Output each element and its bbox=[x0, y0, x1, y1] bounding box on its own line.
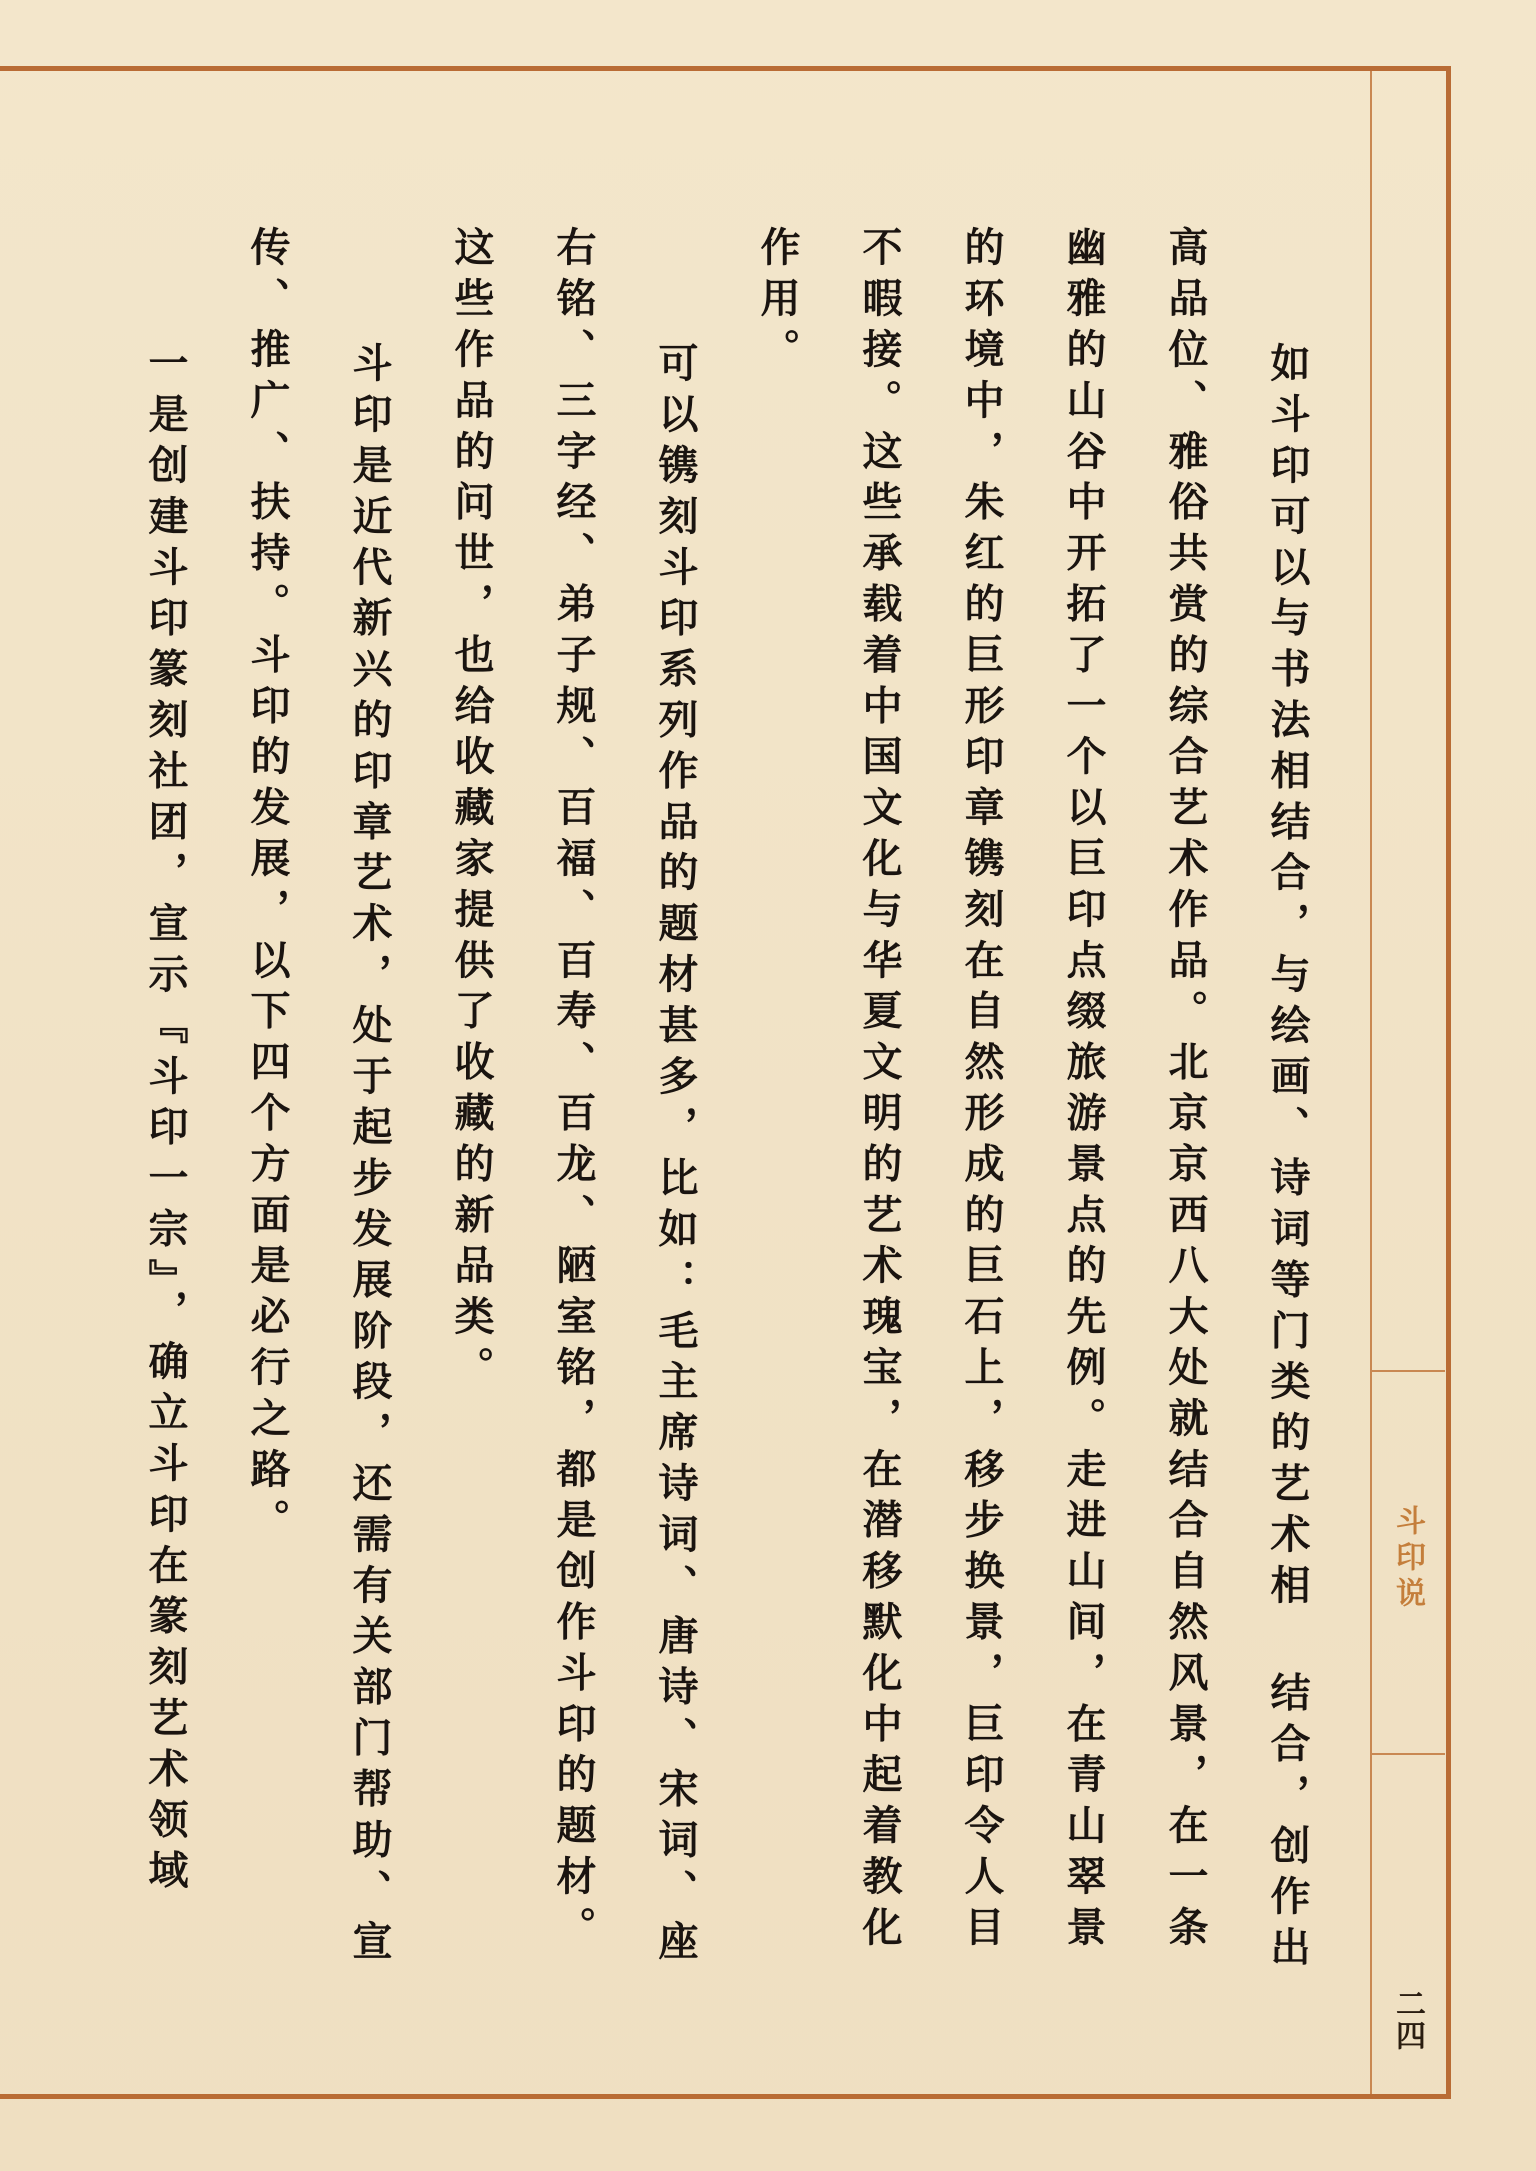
paragraph-4: 一是创建斗印篆刻社团，宣示『斗印一宗』，确立斗印在篆刻艺术领域 bbox=[142, 342, 188, 1900]
paragraph-3: 斗印是近代新兴的印章艺术，处于起步发展阶段，还需有关部门帮助、宣传、推广、扶持。斗印的发展，以下四个方面是必行之路。 bbox=[244, 226, 392, 1971]
margin-panel bbox=[1370, 71, 1445, 2094]
margin-divider-top bbox=[1370, 1370, 1445, 1372]
body-text bbox=[142, 226, 1338, 2006]
page-number: 二四 bbox=[1390, 1988, 1425, 2052]
paragraph-1: 如斗印可以与书法相结合，与绘画、诗词等门类的艺术相 结合，创作出高品位、雅俗共赏的综合艺术作品。北京京西八大处就结合自然风景，在一条幽雅的山谷中开拓了一个以巨印点缀旅游景点的先例。走进山间，在青山翠景的环境中，朱红的巨形印章镌刻在自然形成的巨石上，移步换景，巨印令人目不暇接。这些承载着中国文化与华夏文明的艺术瑰宝，在潜移默化中起着教化作用。 bbox=[754, 226, 1310, 1977]
running-title: 斗印说 bbox=[1390, 1505, 1425, 1613]
paragraph-2: 可以镌刻斗印系列作品的题材甚多，比如：毛主席诗词、唐诗、宋词、座右铭、三字经、弟子规、百福、百寿、百龙、陋室铭，都是创作斗印的题材。这些作品的问世，也给收藏家提供了收藏的新品类。 bbox=[448, 226, 698, 1971]
margin-divider-bottom bbox=[1370, 1753, 1445, 1755]
